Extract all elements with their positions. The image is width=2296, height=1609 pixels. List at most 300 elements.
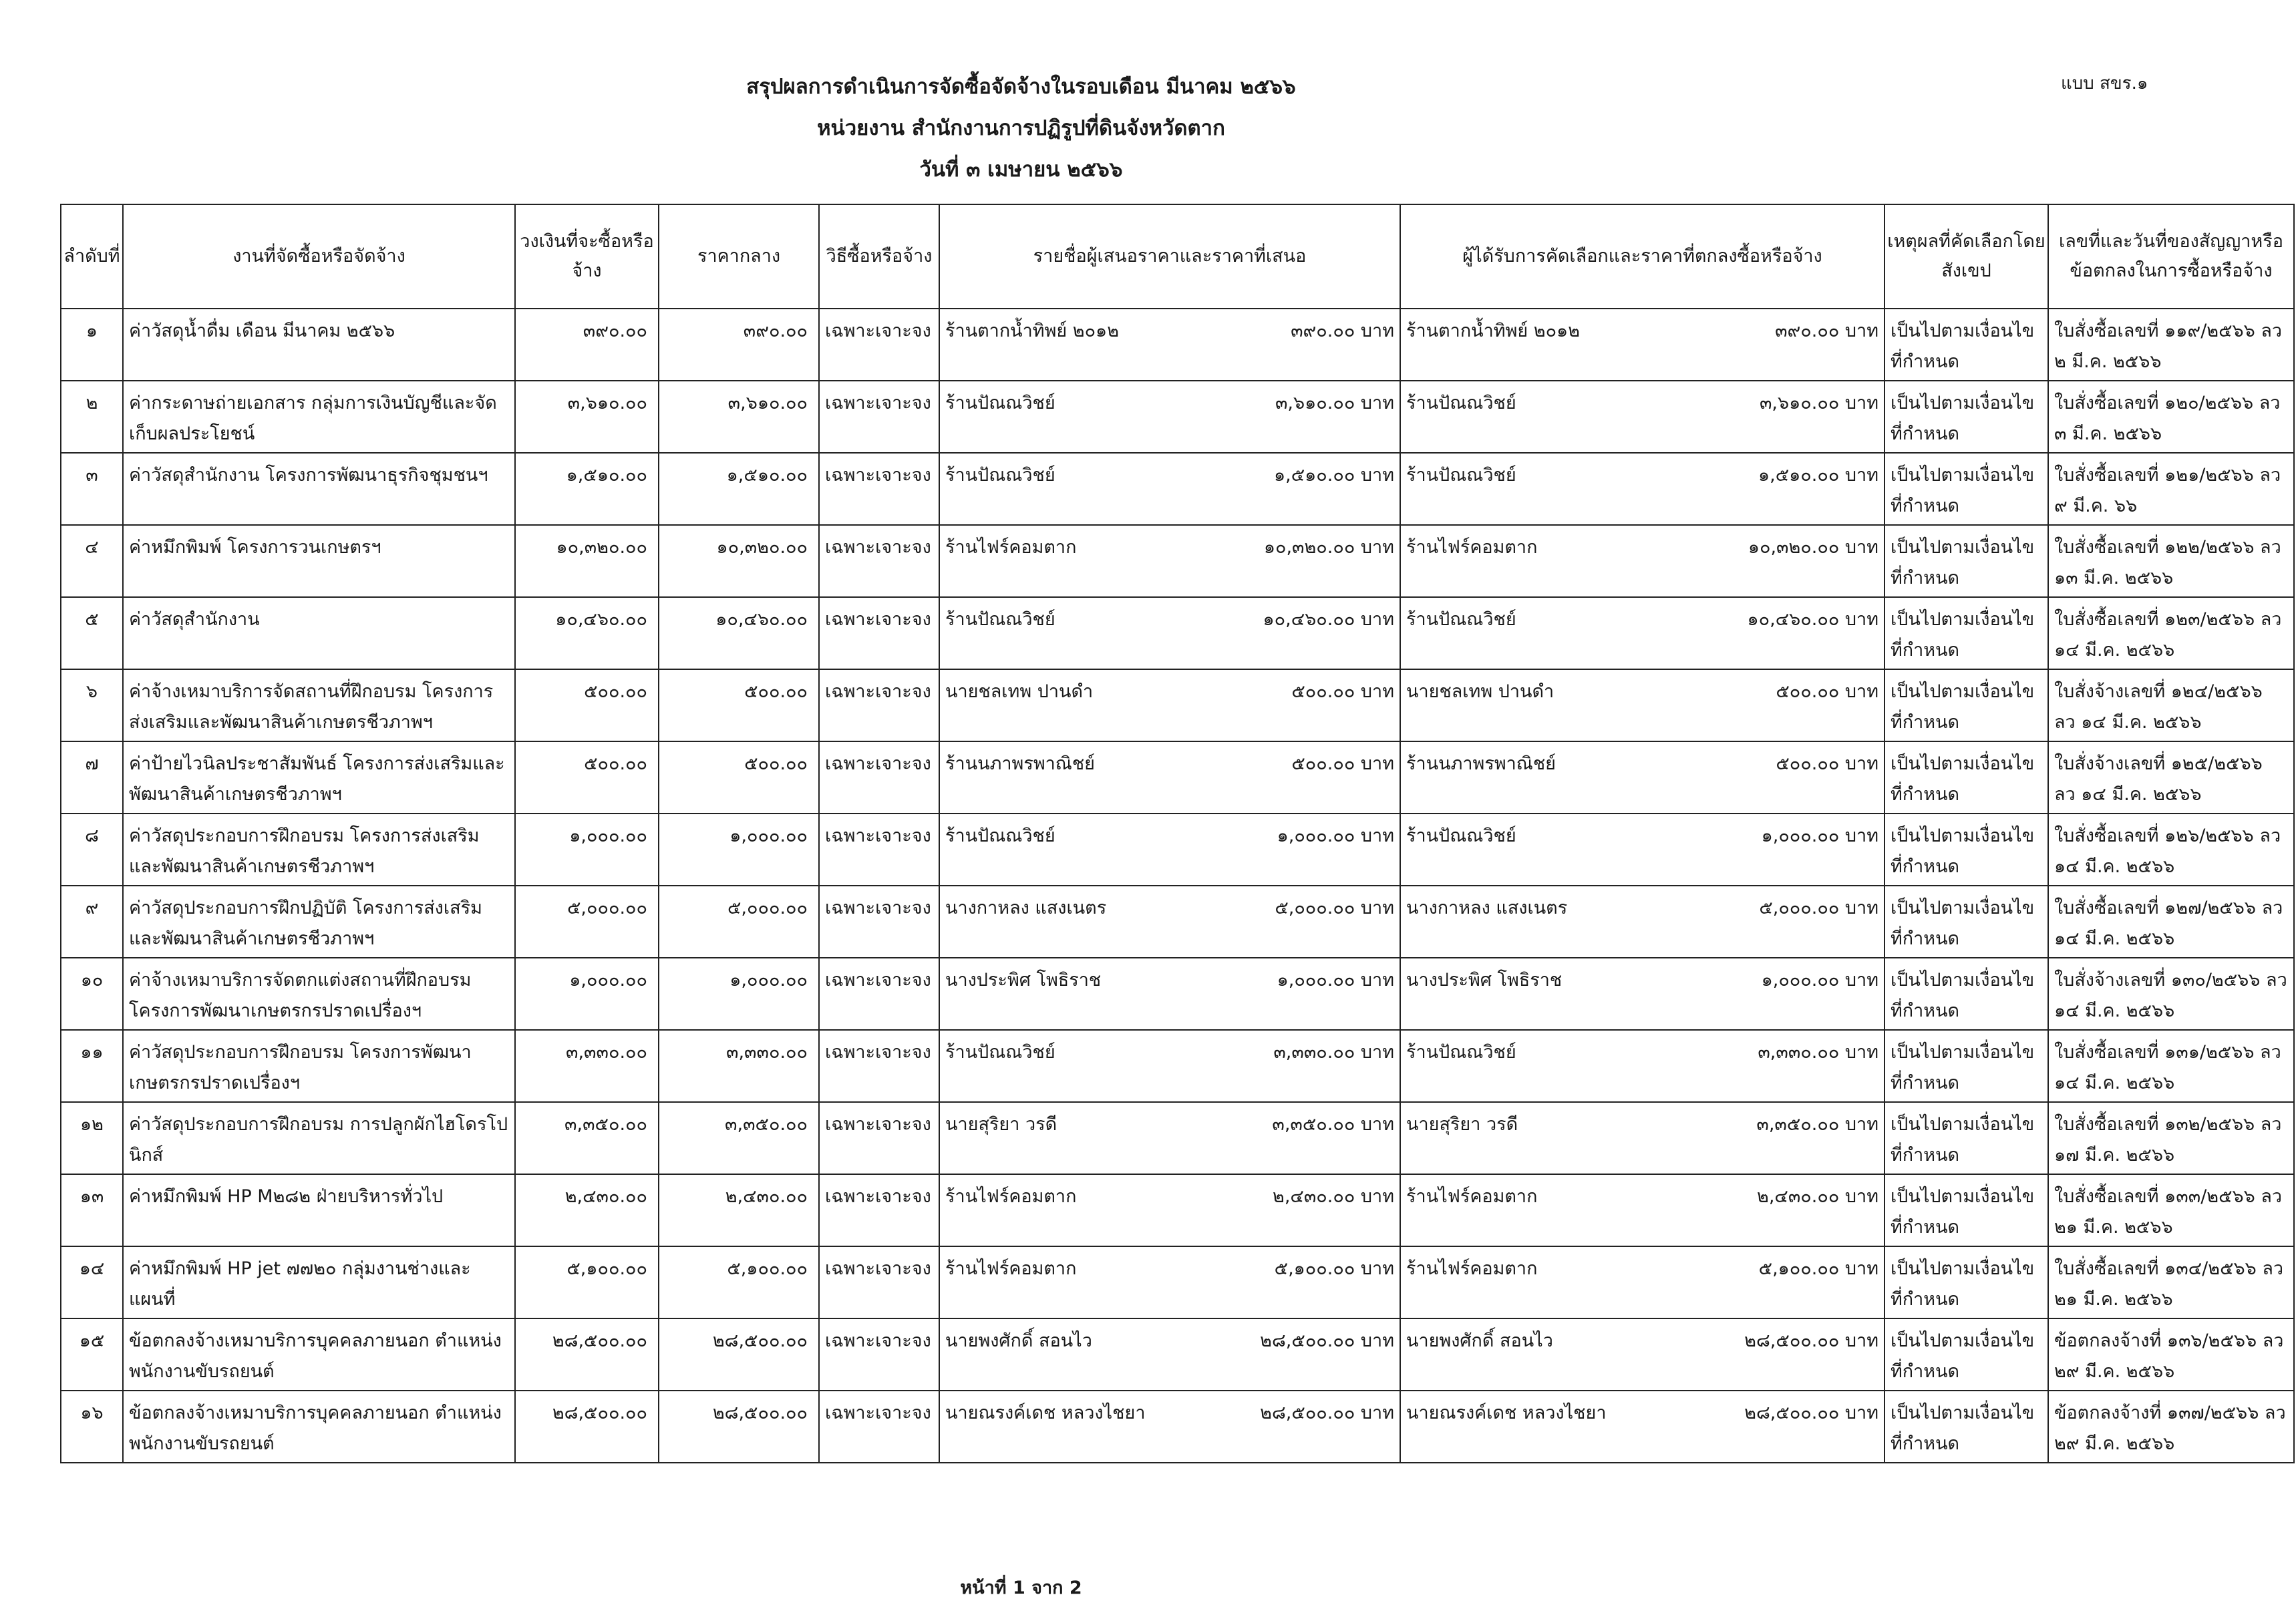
cell-method (819, 814, 939, 886)
cell-median (659, 453, 819, 525)
cell-winner (1400, 309, 1884, 381)
cell-method-text: เฉพาะเจาะจง (825, 826, 931, 846)
cell-work (123, 597, 515, 669)
cell-offer-name: ร้านปัณณวิชย์ (945, 393, 1055, 413)
cell-no (61, 1102, 123, 1174)
cell-offer-price: ๑๐,๔๖๐.๐๐ บาท (1263, 609, 1394, 630)
cell-budget-text: ๕,๑๐๐.๐๐ (566, 1258, 647, 1279)
cell-no-text: ๑๓ (79, 1186, 104, 1207)
cell-work-text: ค่าวัสดุสำนักงาน (129, 609, 260, 630)
cell-winner-name: นายชลเทพ ปานดำ (1406, 681, 1554, 702)
cell-work (123, 1318, 515, 1391)
cell-budget (515, 814, 659, 886)
cell-reason (1884, 958, 2048, 1030)
cell-budget-text: ๑,๕๑๐.๐๐ (566, 465, 647, 486)
cell-median-text: ๑,๐๐๐.๐๐ (729, 826, 808, 846)
cell-offer-price: ๓,๓๕๐.๐๐ บาท (1272, 1114, 1394, 1135)
cell-no-text: ๖ (86, 681, 98, 702)
cell-winner-name: ร้านปัณณวิชย์ (1406, 609, 1516, 630)
cell-no-text: ๑๐ (80, 970, 104, 991)
cell-offer-name: นางกาหลง แสงเนตร (945, 898, 1107, 918)
agency-name: หน่วยงาน สำนักงานการปฏิรูปที่ดินจังหวัดตาก (817, 116, 1225, 140)
cell-work-text: ค่าวัสดุสำนักงาน โครงการพัฒนาธุรกิจชุมชนฯ (129, 465, 488, 486)
cell-winner-name: ร้านไฟร์คอมตาก (1406, 537, 1538, 558)
cell-median (659, 669, 819, 741)
cell-median (659, 1391, 819, 1463)
table-row (61, 1102, 2294, 1174)
cell-contract-text: ข้อตกลงจ้างที่ ๑๓๗/๒๕๖๖ ลว ๒๙ มี.ค. ๒๕๖๖ (2054, 1403, 2286, 1454)
cell-median-text: ๕,๑๐๐.๐๐ (727, 1258, 808, 1279)
cell-median-text: ๒๘,๕๐๐.๐๐ (712, 1403, 808, 1423)
cell-method (819, 381, 939, 453)
cell-reason (1884, 1030, 2048, 1102)
cell-work (123, 1102, 515, 1174)
cell-no (61, 958, 123, 1030)
cell-median (659, 1102, 819, 1174)
cell-work (123, 1030, 515, 1102)
page-number: หน้าที่ 1 จาก 2 (960, 1578, 1082, 1598)
cell-offer-price: ๑,๐๐๐.๐๐ บาท (1277, 826, 1394, 846)
cell-offer-price: ๑,๐๐๐.๐๐ บาท (1277, 970, 1394, 991)
cell-method (819, 525, 939, 597)
cell-winner-price: ๒๘,๕๐๐.๐๐ บาท (1744, 1330, 1878, 1351)
cell-budget (515, 597, 659, 669)
cell-budget-text: ๑๐,๓๒๐.๐๐ (556, 537, 647, 558)
cell-winner-price: ๑,๐๐๐.๐๐ บาท (1761, 970, 1878, 991)
cell-winner-price: ๕,๐๐๐.๐๐ บาท (1759, 898, 1878, 918)
cell-reason (1884, 1318, 2048, 1391)
cell-work-text: ค่าวัสดุประกอบการฝึกอบรม การปลูกผักไฮโดรโปนิกส์ (129, 1114, 508, 1166)
cell-offer (939, 814, 1400, 886)
cell-offer (939, 1391, 1400, 1463)
cell-reason-text: เป็นไปตามเงื่อนไขที่กำหนด (1891, 1330, 2035, 1382)
cell-median-text: ๓,๓๕๐.๐๐ (725, 1114, 808, 1135)
cell-work-text: ข้อตกลงจ้างเหมาบริการบุคคลภายนอก ตำแหน่งพนักงานขับรถยนต์ (129, 1403, 502, 1454)
cell-contract-text: ใบสั่งซื้อเลขที่ ๑๒๓/๒๕๖๖ ลว ๑๔ มี.ค. ๒๕๖๖ (2054, 609, 2282, 661)
cell-contract (2048, 886, 2294, 958)
cell-work (123, 309, 515, 381)
cell-budget (515, 525, 659, 597)
cell-budget-text: ๓,๓๕๐.๐๐ (564, 1114, 647, 1135)
cell-no-text: ๘ (85, 826, 99, 846)
cell-winner-name: นายสุริยา วรดี (1406, 1114, 1518, 1135)
col-header-contract: เลขที่และวันที่ของสัญญาหรือข้อตกลงในการซื้อหรือจ้าง (2048, 204, 2294, 309)
table-row (61, 886, 2294, 958)
cell-offer-price: ๑,๕๑๐.๐๐ บาท (1274, 465, 1394, 486)
cell-method (819, 597, 939, 669)
cell-median (659, 597, 819, 669)
cell-offer-price: ๓,๓๓๐.๐๐ บาท (1273, 1042, 1394, 1063)
cell-winner-price: ๓๙๐.๐๐ บาท (1775, 321, 1878, 341)
cell-winner-name: นางประพิศ โพธิราช (1406, 970, 1563, 991)
cell-offer (939, 1246, 1400, 1318)
cell-method (819, 309, 939, 381)
cell-budget (515, 958, 659, 1030)
cell-contract (2048, 1318, 2294, 1391)
cell-offer-price: ๕๐๐.๐๐ บาท (1291, 681, 1394, 702)
cell-winner-name: ร้านตากน้ำทิพย์ ๒๐๑๒ (1406, 321, 1580, 341)
cell-winner-name: ร้านนภาพรพาณิชย์ (1406, 753, 1556, 774)
cell-winner-name: ร้านไฟร์คอมตาก (1406, 1258, 1538, 1279)
cell-contract (2048, 741, 2294, 814)
cell-winner (1400, 1391, 1884, 1463)
cell-work (123, 958, 515, 1030)
cell-no (61, 886, 123, 958)
cell-reason-text: เป็นไปตามเงื่อนไขที่กำหนด (1891, 753, 2035, 805)
cell-method (819, 1174, 939, 1246)
cell-contract-text: ใบสั่งซื้อเลขที่ ๑๓๒/๒๕๖๖ ลว ๑๗ มี.ค. ๒๕๖๖ (2054, 1114, 2282, 1166)
cell-winner (1400, 525, 1884, 597)
cell-offer-price: ๕๐๐.๐๐ บาท (1291, 753, 1394, 774)
table-row (61, 1246, 2294, 1318)
cell-contract-text: ใบสั่งซื้อเลขที่ ๑๒๖/๒๕๖๖ ลว ๑๔ มี.ค. ๒๕๖๖ (2054, 826, 2281, 877)
cell-method-text: เฉพาะเจาะจง (825, 1330, 931, 1351)
cell-reason-text: เป็นไปตามเงื่อนไขที่กำหนด (1891, 1403, 2035, 1454)
col-header-reason: เหตุผลที่คัดเลือกโดยสังเขป (1884, 204, 2048, 309)
cell-no (61, 1030, 123, 1102)
cell-offer-price: ๕,๐๐๐.๐๐ บาท (1275, 898, 1394, 918)
cell-median-text: ๒๘,๕๐๐.๐๐ (712, 1330, 808, 1351)
cell-budget (515, 1318, 659, 1391)
cell-offer (939, 669, 1400, 741)
cell-budget (515, 669, 659, 741)
cell-offer (939, 1318, 1400, 1391)
cell-budget (515, 381, 659, 453)
cell-offer-price: ๓๙๐.๐๐ บาท (1291, 321, 1394, 341)
cell-contract-text: ใบสั่งซื้อเลขที่ ๑๓๓/๒๕๖๖ ลว ๒๑ มี.ค. ๒๕๖๖ (2054, 1186, 2283, 1238)
cell-reason-text: เป็นไปตามเงื่อนไขที่กำหนด (1891, 465, 2035, 516)
cell-budget-text: ๓,๓๓๐.๐๐ (566, 1042, 647, 1063)
cell-budget (515, 1246, 659, 1318)
procurement-table (60, 204, 2295, 1463)
cell-no (61, 1391, 123, 1463)
cell-contract (2048, 1174, 2294, 1246)
col-header-offers: รายชื่อผู้เสนอราคาและราคาที่เสนอ (939, 204, 1400, 309)
cell-winner (1400, 1246, 1884, 1318)
cell-work-text: ข้อตกลงจ้างเหมาบริการบุคคลภายนอก ตำแหน่งพนักงานขับรถยนต์ (129, 1330, 502, 1382)
cell-contract (2048, 814, 2294, 886)
cell-work (123, 741, 515, 814)
cell-no (61, 1318, 123, 1391)
cell-method-text: เฉพาะเจาะจง (825, 1114, 931, 1135)
cell-work-text: ค่าวัสดุน้ำดื่ม เดือน มีนาคม ๒๕๖๖ (129, 321, 395, 341)
cell-winner (1400, 453, 1884, 525)
cell-budget-text: ๒,๔๓๐.๐๐ (564, 1186, 647, 1207)
cell-contract-text: ใบสั่งจ้างเลขที่ ๑๒๔/๒๕๖๖ ลว ๑๔ มี.ค. ๒๕๖๖ (2054, 681, 2263, 733)
cell-work-text: ค่าวัสดุประกอบการฝึกปฏิบัติ โครงการส่งเสริมและพัฒนาสินค้าเกษตรชีวภาพฯ (129, 898, 482, 949)
cell-no-text: ๑๒ (80, 1114, 104, 1135)
cell-budget-text: ๑,๐๐๐.๐๐ (569, 970, 647, 991)
cell-winner-name: ร้านปัณณวิชย์ (1406, 1042, 1516, 1063)
cell-contract (2048, 1102, 2294, 1174)
cell-budget (515, 1030, 659, 1102)
cell-offer (939, 309, 1400, 381)
cell-work-text: ค่าหมึกพิมพ์ HP M๒๘๒ ฝ่ายบริหารทั่วไป (129, 1186, 444, 1207)
cell-method-text: เฉพาะเจาะจง (825, 321, 931, 341)
cell-offer (939, 525, 1400, 597)
cell-budget-text: ๒๘,๕๐๐.๐๐ (552, 1403, 647, 1423)
cell-offer-name: นายพงศักดิ์ สอนไว (945, 1330, 1092, 1351)
cell-winner-name: นายณรงค์เดช หลวงไชยา (1406, 1403, 1607, 1423)
cell-contract (2048, 958, 2294, 1030)
cell-contract-text: ข้อตกลงจ้างที่ ๑๓๖/๒๕๖๖ ลว ๒๙ มี.ค. ๒๕๖๖ (2054, 1330, 2284, 1382)
table-row (61, 381, 2294, 453)
form-code: แบบ สขร.๑ (2061, 73, 2148, 94)
cell-method-text: เฉพาะเจาะจง (825, 681, 931, 702)
col-header-winner: ผู้ได้รับการคัดเลือกและราคาที่ตกลงซื้อหรือจ้าง (1400, 204, 1884, 309)
cell-budget-text: ๕,๐๐๐.๐๐ (567, 898, 647, 918)
cell-offer-name: ร้านไฟร์คอมตาก (945, 537, 1077, 558)
cell-offer (939, 453, 1400, 525)
cell-reason-text: เป็นไปตามเงื่อนไขที่กำหนด (1891, 970, 2035, 1021)
cell-reason-text: เป็นไปตามเงื่อนไขที่กำหนด (1891, 1114, 2035, 1166)
cell-offer-name: ร้านปัณณวิชย์ (945, 1042, 1055, 1063)
cell-offer (939, 886, 1400, 958)
col-header-method: วิธีซื้อหรือจ้าง (819, 204, 939, 309)
table-row (61, 669, 2294, 741)
cell-no (61, 741, 123, 814)
cell-no (61, 309, 123, 381)
cell-median (659, 381, 819, 453)
cell-method-text: เฉพาะเจาะจง (825, 970, 931, 991)
cell-winner-name: ร้านปัณณวิชย์ (1406, 826, 1516, 846)
col-header-budget: วงเงินที่จะซื้อหรือจ้าง (515, 204, 659, 309)
cell-winner-price: ๑,๐๐๐.๐๐ บาท (1761, 826, 1878, 846)
cell-method (819, 1246, 939, 1318)
cell-reason-text: เป็นไปตามเงื่อนไขที่กำหนด (1891, 826, 2035, 877)
cell-winner (1400, 741, 1884, 814)
cell-offer-name: ร้านไฟร์คอมตาก (945, 1258, 1077, 1279)
cell-budget (515, 453, 659, 525)
cell-contract (2048, 1246, 2294, 1318)
cell-median (659, 525, 819, 597)
cell-contract-text: ใบสั่งซื้อเลขที่ ๑๒๒/๒๕๖๖ ลว ๑๓ มี.ค. ๒๕๖๖ (2054, 537, 2281, 588)
cell-budget-text: ๕๐๐.๐๐ (584, 753, 647, 774)
cell-method (819, 1030, 939, 1102)
cell-no-text: ๒ (86, 393, 98, 413)
cell-reason (1884, 814, 2048, 886)
cell-winner-price: ๕,๑๐๐.๐๐ บาท (1758, 1258, 1878, 1279)
cell-offer-name: ร้านปัณณวิชย์ (945, 609, 1055, 630)
cell-budget-text: ๕๐๐.๐๐ (584, 681, 647, 702)
cell-reason-text: เป็นไปตามเงื่อนไขที่กำหนด (1891, 321, 2035, 372)
cell-budget-text: ๒๘,๕๐๐.๐๐ (552, 1330, 647, 1351)
cell-contract (2048, 381, 2294, 453)
cell-winner-price: ๓,๖๑๐.๐๐ บาท (1759, 393, 1878, 413)
table-header-row (61, 204, 2294, 309)
cell-reason (1884, 1391, 2048, 1463)
cell-offer (939, 741, 1400, 814)
cell-reason (1884, 741, 2048, 814)
cell-offer (939, 597, 1400, 669)
cell-median-text: ๑,๐๐๐.๐๐ (729, 970, 808, 991)
document-title: สรุปผลการดำเนินการจัดซื้อจัดจ้างในรอบเดือน มีนาคม ๒๕๖๖ (746, 75, 1296, 99)
cell-method (819, 886, 939, 958)
cell-no-text: ๓ (86, 465, 98, 486)
cell-offer (939, 1030, 1400, 1102)
cell-reason-text: เป็นไปตามเงื่อนไขที่กำหนด (1891, 393, 2035, 444)
cell-work (123, 1174, 515, 1246)
cell-offer-name: ร้านปัณณวิชย์ (945, 826, 1055, 846)
cell-winner-price: ๓,๓๕๐.๐๐ บาท (1756, 1114, 1878, 1135)
cell-contract-text: ใบสั่งจ้างเลขที่ ๑๓๐/๒๕๖๖ ลว ๑๔ มี.ค. ๒๕๖๖ (2054, 970, 2287, 1021)
cell-winner (1400, 886, 1884, 958)
cell-median-text: ๑๐,๔๖๐.๐๐ (715, 609, 808, 630)
cell-method-text: เฉพาะเจาะจง (825, 1042, 931, 1063)
cell-work-text: ค่าหมึกพิมพ์ โครงการวนเกษตรฯ (129, 537, 381, 558)
cell-contract-text: ใบสั่งซื้อเลขที่ ๑๑๙/๒๕๖๖ ลว ๒ มี.ค. ๒๕๖๖ (2054, 321, 2283, 372)
cell-winner-name: ร้านปัณณวิชย์ (1406, 465, 1516, 486)
cell-offer (939, 1174, 1400, 1246)
cell-work (123, 814, 515, 886)
cell-offer-price: ๒๘,๕๐๐.๐๐ บาท (1260, 1403, 1394, 1423)
cell-method-text: เฉพาะเจาะจง (825, 393, 931, 413)
cell-method-text: เฉพาะเจาะจง (825, 537, 931, 558)
cell-reason (1884, 381, 2048, 453)
cell-contract (2048, 1391, 2294, 1463)
cell-work (123, 381, 515, 453)
cell-no-text: ๗ (85, 753, 99, 774)
cell-budget (515, 1102, 659, 1174)
cell-contract (2048, 309, 2294, 381)
cell-median-text: ๒,๔๓๐.๐๐ (725, 1186, 808, 1207)
cell-method (819, 741, 939, 814)
cell-winner (1400, 597, 1884, 669)
cell-offer-price: ๒๘,๕๐๐.๐๐ บาท (1260, 1330, 1394, 1351)
cell-median (659, 1030, 819, 1102)
cell-budget-text: ๑๐,๔๖๐.๐๐ (555, 609, 647, 630)
cell-reason (1884, 1246, 2048, 1318)
cell-winner-price: ๕๐๐.๐๐ บาท (1776, 681, 1878, 702)
cell-method-text: เฉพาะเจาะจง (825, 1258, 931, 1279)
cell-offer-price: ๕,๑๐๐.๐๐ บาท (1274, 1258, 1394, 1279)
cell-offer (939, 1102, 1400, 1174)
cell-median-text: ๓,๖๑๐.๐๐ (727, 393, 808, 413)
cell-no (61, 1246, 123, 1318)
cell-budget (515, 741, 659, 814)
cell-median (659, 886, 819, 958)
cell-reason-text: เป็นไปตามเงื่อนไขที่กำหนด (1891, 1186, 2035, 1238)
cell-work-text: ค่าจ้างเหมาบริการจัดตกแต่งสถานที่ฝึกอบรม โครงการพัฒนาเกษตรกรปราดเปรื่องฯ (129, 970, 472, 1021)
cell-contract (2048, 453, 2294, 525)
cell-median (659, 814, 819, 886)
cell-reason-text: เป็นไปตามเงื่อนไขที่กำหนด (1891, 681, 2035, 733)
cell-median (659, 1174, 819, 1246)
col-header-no: ลำดับที่ (61, 204, 123, 309)
cell-median (659, 958, 819, 1030)
cell-winner (1400, 381, 1884, 453)
cell-no-text: ๔ (85, 537, 99, 558)
cell-reason-text: เป็นไปตามเงื่อนไขที่กำหนด (1891, 1258, 2035, 1310)
cell-reason-text: เป็นไปตามเงื่อนไขที่กำหนด (1891, 537, 2035, 588)
cell-work-text: ค่าวัสดุประกอบการฝึกอบรม โครงการส่งเสริมและพัฒนาสินค้าเกษตรชีวภาพฯ (129, 826, 480, 877)
table-row (61, 1318, 2294, 1391)
cell-winner-name: นางกาหลง แสงเนตร (1406, 898, 1568, 918)
cell-winner (1400, 958, 1884, 1030)
cell-method (819, 1391, 939, 1463)
table-row (61, 453, 2294, 525)
cell-offer-name: นายชลเทพ ปานดำ (945, 681, 1094, 702)
cell-winner-price: ๑๐,๔๖๐.๐๐ บาท (1747, 609, 1878, 630)
cell-reason (1884, 525, 2048, 597)
table-row (61, 525, 2294, 597)
cell-reason (1884, 309, 2048, 381)
cell-winner (1400, 1174, 1884, 1246)
cell-contract (2048, 525, 2294, 597)
table-row (61, 597, 2294, 669)
cell-no-text: ๑๕ (79, 1330, 105, 1351)
col-header-work: งานที่จัดซื้อหรือจัดจ้าง (123, 204, 515, 309)
table-row (61, 1391, 2294, 1463)
table-row (61, 814, 2294, 886)
cell-work-text: ค่าวัสดุประกอบการฝึกอบรม โครงการพัฒนาเกษตรกรปราดเปรื่องฯ (129, 1042, 472, 1093)
table-row (61, 1030, 2294, 1102)
cell-no (61, 1174, 123, 1246)
cell-winner-price: ๑๐,๓๒๐.๐๐ บาท (1748, 537, 1878, 558)
cell-median (659, 309, 819, 381)
cell-median-text: ๕๐๐.๐๐ (744, 753, 808, 774)
cell-contract-text: ใบสั่งซื้อเลขที่ ๑๒๑/๒๕๖๖ ลว ๙ มี.ค. ๖๖ (2054, 465, 2281, 516)
cell-no (61, 597, 123, 669)
cell-reason (1884, 669, 2048, 741)
cell-no-text: ๕ (85, 609, 99, 630)
cell-winner (1400, 814, 1884, 886)
cell-no (61, 453, 123, 525)
cell-contract-text: ใบสั่งซื้อเลขที่ ๑๓๔/๒๕๖๖ ลว ๒๑ มี.ค. ๒๕๖๖ (2054, 1258, 2284, 1310)
cell-contract (2048, 597, 2294, 669)
cell-budget-text: ๓๙๐.๐๐ (583, 321, 647, 341)
cell-median-text: ๑๐,๓๒๐.๐๐ (716, 537, 808, 558)
cell-no (61, 814, 123, 886)
cell-contract-text: ใบสั่งซื้อเลขที่ ๑๓๑/๒๕๖๖ ลว ๑๔ มี.ค. ๒๕๖๖ (2054, 1042, 2281, 1093)
cell-work-text: ค่าหมึกพิมพ์ HP jet ๗๗๒๐ กลุ่มงานช่างและแผนที่ (129, 1258, 471, 1310)
cell-method (819, 1102, 939, 1174)
cell-offer (939, 381, 1400, 453)
cell-work-text: ค่ากระดาษถ่ายเอกสาร กลุ่มการเงินบัญชีและจัดเก็บผลประโยชน์ (129, 393, 497, 444)
cell-median-text: ๕๐๐.๐๐ (744, 681, 808, 702)
table-row (61, 309, 2294, 381)
cell-median (659, 1246, 819, 1318)
cell-median-text: ๓๙๐.๐๐ (743, 321, 808, 341)
cell-work-text: ค่าจ้างเหมาบริการจัดสถานที่ฝึกอบรม โครงการส่งเสริมและพัฒนาสินค้าเกษตรชีวภาพฯ (129, 681, 494, 733)
cell-method-text: เฉพาะเจาะจง (825, 609, 931, 630)
cell-budget (515, 1391, 659, 1463)
cell-winner-price: ๑,๕๑๐.๐๐ บาท (1758, 465, 1878, 486)
cell-contract-text: ใบสั่งซื้อเลขที่ ๑๒๗/๒๕๖๖ ลว ๑๔ มี.ค. ๒๕๖๖ (2054, 898, 2283, 949)
cell-offer-name: ร้านปัณณวิชย์ (945, 465, 1055, 486)
cell-contract (2048, 669, 2294, 741)
cell-winner-price: ๓,๓๓๐.๐๐ บาท (1758, 1042, 1878, 1063)
cell-no-text: ๑๔ (79, 1258, 105, 1279)
cell-reason-text: เป็นไปตามเงื่อนไขที่กำหนด (1891, 1042, 2035, 1093)
cell-no (61, 669, 123, 741)
cell-offer-price: ๓,๖๑๐.๐๐ บาท (1275, 393, 1394, 413)
cell-offer-name: นายสุริยา วรดี (945, 1114, 1057, 1135)
table-row (61, 741, 2294, 814)
cell-winner-name: นายพงศักดิ์ สอนไว (1406, 1330, 1553, 1351)
cell-contract (2048, 1030, 2294, 1102)
cell-method (819, 669, 939, 741)
cell-median (659, 741, 819, 814)
table-row (61, 958, 2294, 1030)
cell-winner-name: ร้านปัณณวิชย์ (1406, 393, 1516, 413)
cell-method-text: เฉพาะเจาะจง (825, 1186, 931, 1207)
cell-winner (1400, 669, 1884, 741)
cell-offer-name: ร้านตากน้ำทิพย์ ๒๐๑๒ (945, 321, 1119, 341)
cell-winner-price: ๕๐๐.๐๐ บาท (1776, 753, 1878, 774)
cell-method-text: เฉพาะเจาะจง (825, 1403, 931, 1423)
cell-offer-name: ร้านไฟร์คอมตาก (945, 1186, 1077, 1207)
